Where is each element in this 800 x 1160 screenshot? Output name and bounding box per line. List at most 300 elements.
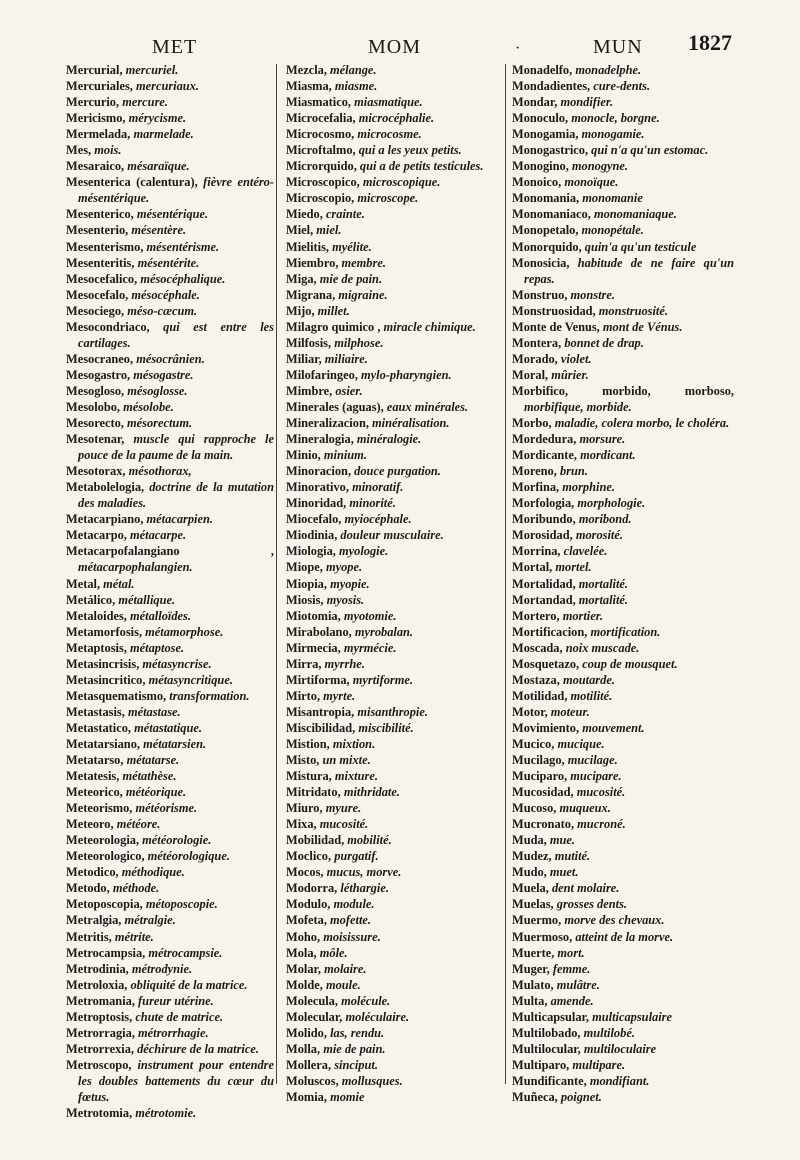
entry-translation: bonnet de drap. (564, 335, 644, 350)
entry-translation: multiloculaire (583, 1041, 657, 1056)
dictionary-entry (66, 126, 274, 142)
entry-translation: module. (333, 897, 375, 912)
entry-headword: Monopetalo, (512, 223, 579, 238)
entry-translation: métathèse. (122, 769, 177, 784)
dictionary-entry (66, 206, 274, 222)
entry-headword: Monomania, (512, 191, 580, 206)
dictionary-entry (286, 110, 500, 126)
dictionary-entry (66, 592, 274, 608)
entry-headword: Morbo, (512, 416, 552, 431)
entry-translation: mondifiant. (589, 1073, 650, 1088)
dictionary-entry (66, 1041, 274, 1057)
entry-headword: Monoico, (512, 175, 562, 190)
entry-headword: Milfosis, (286, 335, 332, 350)
entry-translation: mercuriaux. (135, 79, 199, 94)
entry-headword: Miga, (286, 271, 317, 286)
entry-headword: Muñeca, (512, 1090, 558, 1104)
dictionary-entry (286, 255, 500, 271)
dictionary-entry (286, 158, 500, 174)
entry-headword: Mesenterismo, (66, 239, 144, 254)
entry-headword: Metamorfosis, (66, 624, 143, 639)
dictionary-entry (66, 704, 274, 720)
entry-translation: métastatique. (134, 720, 202, 735)
entry-translation: amende. (550, 993, 594, 1008)
entry-headword: Mistion, (286, 736, 330, 751)
entry-headword: Mordicante, (512, 448, 578, 463)
entry-translation: myologie. (339, 544, 389, 559)
entry-headword: Minoridad, (286, 496, 347, 511)
entry-headword: Morrina, (512, 544, 561, 559)
entry-translation: qui a de petits testicules. (359, 159, 484, 174)
column-2 (286, 62, 500, 1105)
entry-translation: migraine. (338, 287, 388, 302)
entry-translation: grosses dents. (556, 897, 627, 912)
entry-translation: un mixte. (322, 753, 371, 768)
dictionary-entry (66, 768, 274, 784)
entry-translation: myure. (325, 801, 362, 816)
entry-translation: qui est entre les cartilages. (78, 319, 274, 350)
dictionary-entry (512, 527, 734, 543)
dictionary-entry (512, 511, 734, 527)
dictionary-entry (66, 912, 274, 928)
entry-headword: Metatarsiano, (66, 736, 140, 751)
entry-translation: météorologique. (147, 849, 230, 864)
entry-translation: méthode. (112, 881, 160, 896)
dictionary-entry (66, 463, 274, 479)
dictionary-entry (66, 945, 274, 961)
entry-headword: Miodinia, (286, 528, 338, 543)
entry-headword: Moral, (512, 367, 549, 382)
dictionary-entry (66, 543, 274, 575)
dictionary-entry (512, 142, 734, 158)
entry-translation: monomaniaque. (593, 207, 677, 222)
entry-translation: météorologie. (142, 833, 212, 848)
entry-translation: momie (330, 1090, 365, 1104)
entry-translation: dent molaire. (551, 881, 620, 896)
entry-headword: Mirabolano, (286, 624, 352, 639)
entry-translation: qui a les yeux petits. (358, 143, 462, 158)
entry-headword: Mitridato, (286, 785, 341, 800)
entry-headword: Montera, (512, 335, 562, 350)
entry-translation: miliaire. (324, 351, 368, 366)
entry-headword: Moreno, (512, 464, 557, 479)
dictionary-entry (66, 1009, 274, 1025)
entry-headword: Mistura, (286, 769, 332, 784)
entry-translation: mortel. (555, 560, 592, 575)
dictionary-entry (286, 688, 500, 704)
dictionary-entry (286, 912, 500, 928)
entry-translation: météorique. (125, 785, 187, 800)
entry-translation: météore. (116, 817, 161, 832)
dictionary-entry (66, 62, 274, 78)
dictionary-entry (286, 704, 500, 720)
entry-translation: muscle qui rapproche le pouce de la paume de la main. (78, 432, 274, 463)
entry-headword: Metrorragia, (66, 1025, 135, 1040)
entry-translation: métal. (103, 576, 135, 591)
entry-headword: Mercurial, (66, 63, 123, 77)
dictionary-entry (512, 864, 734, 880)
dictionary-entry (66, 848, 274, 864)
entry-translation: métatarsien. (143, 736, 207, 751)
entry-headword: Mondar, (512, 95, 558, 110)
entry-headword: Mineralogia, (286, 432, 354, 447)
entry-headword: Monogamia, (512, 127, 579, 142)
dictionary-entry (512, 1025, 734, 1041)
dictionary-entry (512, 704, 734, 720)
entry-translation: morphine. (562, 480, 615, 495)
entry-translation: mésentérisme. (146, 239, 220, 254)
entry-translation: morsure. (579, 432, 626, 447)
dictionary-entry (66, 800, 274, 816)
entry-headword: Miope, (286, 560, 323, 575)
entry-translation: métrite. (114, 929, 154, 944)
dictionary-entry (66, 303, 274, 319)
entry-headword: Mesotenar, (66, 432, 125, 447)
entry-headword: Morfologia, (512, 496, 575, 511)
dictionary-entry (512, 961, 734, 977)
entry-headword: Mortalidad, (512, 576, 576, 591)
entry-headword: Microftalmo, (286, 143, 356, 158)
entry-translation: monocle, borgne. (571, 111, 660, 126)
dictionary-entry (66, 94, 274, 110)
dictionary-entry (286, 142, 500, 158)
entry-headword: Minorativo, (286, 480, 349, 495)
entry-headword: Moho, (286, 929, 321, 944)
entry-headword: Molido, (286, 1025, 327, 1040)
entry-translation: mont de Vénus. (602, 319, 683, 334)
entry-headword: Minoracion, (286, 464, 352, 479)
dictionary-entry (512, 110, 734, 126)
running-head-center: MOM (368, 36, 422, 58)
entry-translation: minorité. (349, 496, 396, 511)
entry-translation: mue. (549, 833, 576, 848)
entry-translation: mithridate. (343, 785, 400, 800)
dictionary-entry (66, 880, 274, 896)
dictionary-entry (286, 431, 500, 447)
entry-translation: métrocampsie. (148, 945, 223, 960)
entry-translation: miel. (316, 223, 342, 238)
dictionary-entry (66, 271, 274, 287)
dictionary-entry (512, 592, 734, 608)
entry-translation: mélange. (330, 63, 377, 77)
entry-headword: Mercurio, (66, 95, 120, 110)
entry-translation: multilobé. (583, 1025, 635, 1040)
dictionary-entry (512, 1041, 734, 1057)
entry-headword: Modulo, (286, 897, 331, 912)
entry-headword: Metal, (66, 576, 101, 591)
entry-headword: Metralgia, (66, 913, 122, 928)
entry-headword: Monogino, (512, 159, 569, 174)
entry-translation: myrrhe. (324, 656, 365, 671)
dictionary-entry (66, 174, 274, 206)
dictionary-entry (286, 303, 500, 319)
dictionary-entry (286, 816, 500, 832)
dictionary-entry (66, 736, 274, 752)
dictionary-entry (66, 977, 274, 993)
entry-translation: mucroné. (577, 817, 626, 832)
entry-translation: myotomie. (343, 608, 397, 623)
entry-translation: maladie, colera morbo, le choléra. (554, 416, 730, 431)
entry-headword: Multilobado, (512, 1025, 581, 1040)
entry-translation: moisissure. (323, 929, 381, 944)
dictionary-entry (286, 1041, 500, 1057)
entry-headword: Metrotomia, (66, 1106, 133, 1121)
dictionary-entry (66, 527, 274, 543)
dictionary-entry (512, 431, 734, 447)
dictionary-entry (66, 367, 274, 383)
entry-translation: milphose. (334, 335, 384, 350)
entry-headword: Mirto, (286, 688, 321, 703)
entry-headword: Metritis, (66, 929, 112, 944)
dictionary-entry (286, 319, 500, 335)
entry-headword: Meteorologico, (66, 849, 145, 864)
entry-headword: Molar, (286, 961, 321, 976)
dictionary-entry (512, 255, 734, 287)
entry-translation: métasyncrise. (142, 656, 212, 671)
entry-translation: myrobalan. (354, 624, 414, 639)
entry-translation: mondifier. (560, 95, 614, 110)
entry-translation: quin'a qu'un testicule (584, 239, 697, 254)
dictionary-entry (512, 206, 734, 222)
dictionary-entry (512, 62, 734, 78)
dictionary-entry (286, 800, 500, 816)
dictionary-entry (286, 447, 500, 463)
entry-headword: Metacarpo, (66, 528, 127, 543)
entry-headword: Mesaraico, (66, 159, 125, 174)
dictionary-entry (286, 945, 500, 961)
entry-translation: métrodynie. (131, 961, 193, 976)
entry-headword: Milofaringeo, (286, 367, 358, 382)
dictionary-entry (66, 576, 274, 592)
entry-headword: Miologia, (286, 544, 336, 559)
entry-translation: monoïque. (564, 175, 619, 190)
entry-translation: moléculaire. (345, 1009, 410, 1024)
entry-translation: miasmatique. (354, 95, 423, 110)
entry-translation: miasme. (334, 79, 378, 94)
dictionary-entry (66, 624, 274, 640)
entry-headword: Miotomia, (286, 608, 341, 623)
entry-translation: mûrier. (551, 367, 589, 382)
entry-headword: Mucoso, (512, 801, 557, 816)
entry-headword: Mortero, (512, 608, 560, 623)
entry-headword: Molla, (286, 1041, 321, 1056)
dictionary-entry (66, 672, 274, 688)
entry-headword: Meteorico, (66, 785, 123, 800)
entry-headword: Mucico, (512, 736, 555, 751)
dictionary-entry (66, 993, 274, 1009)
entry-headword: Mesenteritis, (66, 255, 135, 270)
entry-translation: brun. (559, 464, 588, 479)
entry-headword: Motor, (512, 704, 548, 719)
dictionary-entry (512, 222, 734, 238)
dictionary-entry (66, 896, 274, 912)
entry-translation: mésocrânien. (136, 351, 205, 366)
dictionary-entry (512, 896, 734, 912)
entry-headword: Mollera, (286, 1057, 332, 1072)
entry-headword: Moclico, (286, 849, 332, 864)
dictionary-entry (286, 495, 500, 511)
dictionary-entry (66, 110, 274, 126)
entry-headword: Metacarpofalangiano , (66, 544, 274, 559)
entry-headword: Metodico, (66, 865, 119, 880)
entry-translation: minéralogie. (356, 432, 422, 447)
entry-headword: Metodo, (66, 881, 110, 896)
entry-headword: Metatesis, (66, 769, 120, 784)
entry-headword: Mesolobo, (66, 399, 121, 414)
dictionary-entry (512, 126, 734, 142)
dictionary-entry (286, 608, 500, 624)
entry-translation: déchirure de la matrice. (137, 1041, 259, 1056)
entry-translation: mie de pain. (319, 271, 383, 286)
entry-translation: morbifique, morbide. (524, 399, 632, 414)
entry-translation: myope. (325, 560, 363, 575)
entry-headword: Mermelada, (66, 127, 131, 142)
entry-headword: Moribundo, (512, 512, 576, 527)
column-rule (276, 64, 277, 1084)
entry-translation: minéralisation. (372, 416, 450, 431)
dictionary-entry (286, 848, 500, 864)
entry-headword: Mesenterico, (66, 207, 134, 222)
entry-translation: moutarde. (562, 672, 615, 687)
entry-headword: Muda, (512, 833, 547, 848)
dictionary-entry (66, 255, 274, 271)
dictionary-entry (286, 239, 500, 255)
entry-headword: Mirmecia, (286, 640, 341, 655)
entry-headword: Metasquematismo, (66, 688, 167, 703)
entry-translation: monadelphe. (575, 63, 642, 77)
entry-headword: Morosidad, (512, 528, 573, 543)
entry-translation: mucosité. (576, 785, 626, 800)
entry-translation: mouvement. (582, 720, 645, 735)
entry-headword: Mola, (286, 945, 317, 960)
entry-translation: douleur musculaire. (340, 528, 444, 543)
running-head-right: MUN (593, 36, 643, 58)
entry-headword: Miosis, (286, 592, 324, 607)
entry-translation: purgatif. (334, 849, 379, 864)
entry-translation: mercuriel. (125, 63, 179, 77)
entry-translation: mésocéphale. (131, 287, 200, 302)
entry-headword: Minerales (aguas), (286, 399, 384, 414)
entry-headword: Molde, (286, 977, 323, 992)
entry-translation: misanthropie. (357, 704, 428, 719)
entry-headword: Miasmatico, (286, 95, 352, 110)
entry-headword: Mofeta, (286, 913, 327, 928)
dictionary-entry (66, 720, 274, 736)
entry-headword: Metacarpiano, (66, 512, 144, 527)
entry-translation: multipare. (572, 1057, 626, 1072)
entry-translation: microcosme. (357, 127, 422, 142)
dictionary-entry (66, 239, 274, 255)
dictionary-entry (286, 206, 500, 222)
entry-headword: Muger, (512, 961, 550, 976)
dictionary-entry (66, 816, 274, 832)
entry-translation: mucosité. (319, 817, 369, 832)
dictionary-entry (512, 945, 734, 961)
entry-translation: motilité. (570, 688, 613, 703)
dictionary-entry (512, 190, 734, 206)
entry-headword: Mericismo, (66, 111, 126, 126)
dictionary-entry (66, 608, 274, 624)
entry-translation: mutité. (554, 849, 591, 864)
dictionary-entry (512, 1057, 734, 1073)
running-head-left: MET (152, 36, 198, 58)
dictionary-entry (286, 993, 500, 1009)
entry-translation: chute de matrice. (135, 1009, 224, 1024)
entry-headword: Mirra, (286, 656, 322, 671)
entry-translation: méso-cæcum. (127, 303, 198, 318)
entry-translation: millet. (317, 303, 350, 318)
dictionary-entry (286, 977, 500, 993)
entry-translation: mixture. (334, 769, 378, 784)
entry-translation: atteint de la morve. (575, 929, 674, 944)
dictionary-entry (512, 287, 734, 303)
entry-translation: mésocéphalique. (140, 271, 226, 286)
entry-translation: noix muscade. (565, 640, 640, 655)
column-rule (505, 64, 506, 1084)
dictionary-entry (512, 720, 734, 736)
page-number: 1827 (688, 30, 732, 55)
entry-translation: poignet. (560, 1090, 602, 1104)
entry-translation: mixtion. (332, 736, 376, 751)
dictionary-entry (512, 576, 734, 592)
entry-headword: Monosicia, (512, 255, 570, 270)
entry-translation: métoposcopie. (145, 897, 218, 912)
dictionary-entry (66, 351, 274, 367)
entry-headword: Mosquetazo, (512, 656, 580, 671)
entry-headword: Moluscos, (286, 1073, 339, 1088)
entry-translation: myrte. (323, 688, 356, 703)
entry-headword: Mesocefalico, (66, 271, 138, 286)
entry-headword: Moscada, (512, 640, 563, 655)
entry-translation: fièvre entéro-mésentérique. (78, 175, 274, 206)
entry-headword: Multa, (512, 993, 548, 1008)
dictionary-entry (512, 447, 734, 463)
entry-translation: métasyncritique. (148, 672, 233, 687)
entry-headword: Meteorologia, (66, 833, 140, 848)
dictionary-entry (66, 415, 274, 431)
dictionary-entry (512, 319, 734, 335)
entry-headword: Monstruosidad, (512, 303, 596, 318)
entry-translation: météorisme. (135, 801, 198, 816)
entry-translation: sinciput. (334, 1057, 378, 1072)
dictionary-entry (286, 222, 500, 238)
entry-translation: minoratif. (352, 480, 404, 495)
dictionary-entry (66, 961, 274, 977)
entry-translation: eaux minérales. (386, 399, 469, 414)
entry-translation: myiocéphale. (344, 512, 412, 527)
entry-translation: mucipare. (570, 769, 622, 784)
dictionary-entry (286, 784, 500, 800)
entry-translation: femme. (552, 961, 591, 976)
dictionary-entry (286, 271, 500, 287)
dictionary-entry (512, 1089, 734, 1105)
dictionary-entry (286, 929, 500, 945)
entry-translation: mortalité. (578, 592, 629, 607)
entry-translation: métacarpophalangien. (78, 560, 193, 575)
dictionary-entry (512, 158, 734, 174)
entry-translation: mésothorax, (128, 464, 192, 479)
entry-headword: Misto, (286, 753, 320, 768)
entry-headword: Miembro, (286, 255, 339, 270)
entry-headword: Microscopico, (286, 175, 360, 190)
entry-headword: Morfina, (512, 480, 560, 495)
entry-headword: Migrana, (286, 287, 336, 302)
dictionary-entry (286, 335, 500, 351)
entry-translation: miscibilité. (358, 720, 414, 735)
entry-translation: molécule. (341, 993, 391, 1008)
entry-translation: marmelade. (133, 127, 194, 142)
entry-headword: Miscibilidad, (286, 720, 356, 735)
